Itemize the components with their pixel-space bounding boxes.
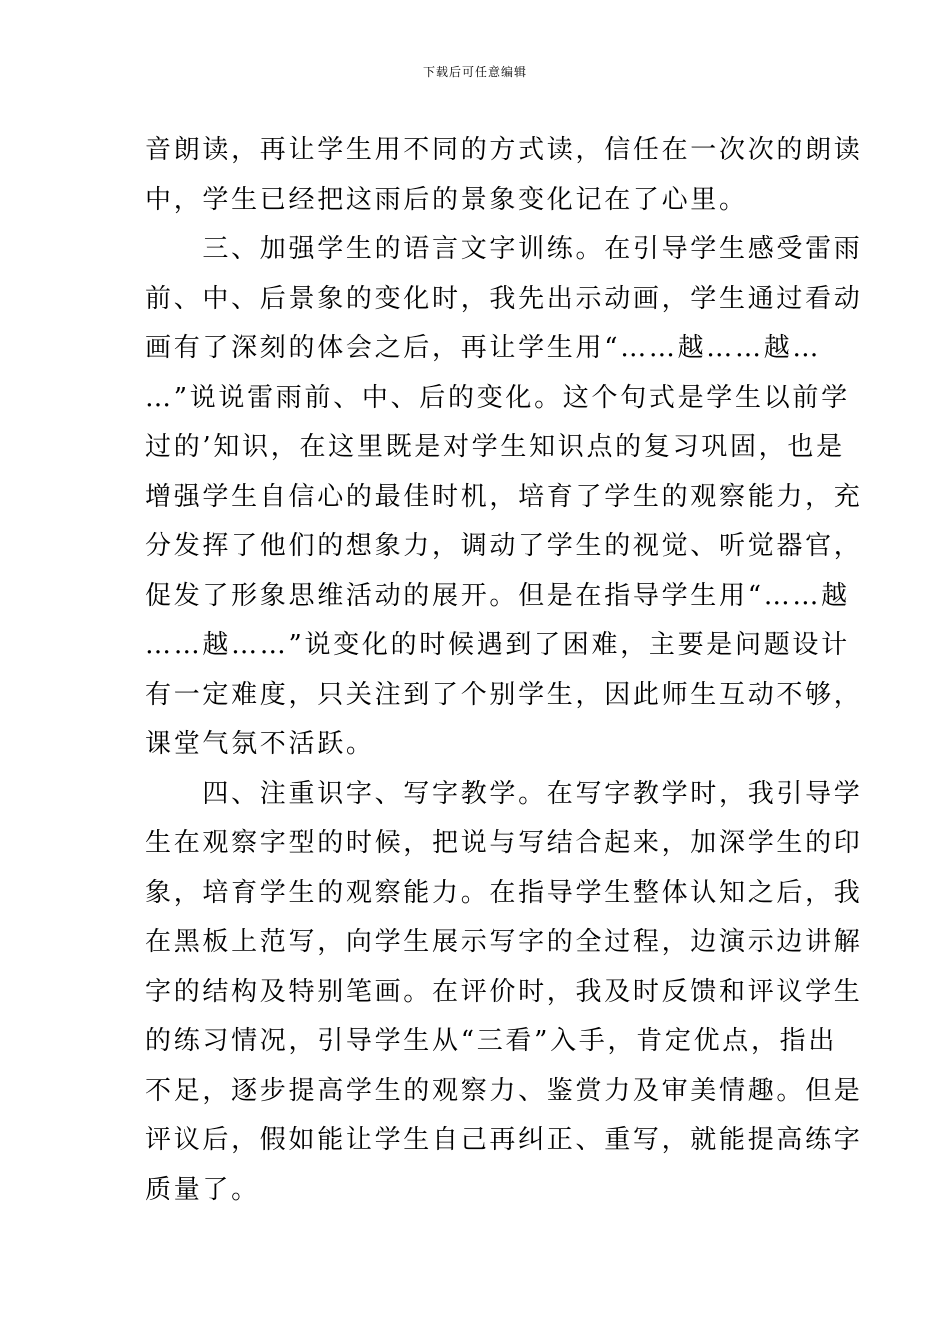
text-line: 过的’知识，在这里既是对学生知识点的复习巩固，也是 <box>145 432 845 462</box>
text-line: 前、中、后景象的变化时，我先出示动画，学生通过看动 <box>145 283 863 314</box>
text-line: 三、加强学生的语言文字训练。在引导学生感受雷雨 <box>145 234 863 264</box>
page-header: 下载后可任意编辑 <box>422 65 527 79</box>
text-line: 评议后，假如能让学生自己再纠正、重写，就能提高练字 <box>145 1125 863 1155</box>
text-line: ……越……”说变化的时候遇到了困难，主要是问题设计 <box>145 630 850 660</box>
document-body <box>145 126 863 1215</box>
text-line: 的练习情况，引导学生从“三看”入手，肯定优点，指出 <box>145 1026 838 1056</box>
text-line: 分发挥了他们的想象力，调动了学生的视觉、听觉器官， <box>145 531 863 561</box>
text-line: 不足，逐步提高学生的观察力、鉴赏力及审美情趣。但是 <box>145 1075 863 1106</box>
text-line: 字的结构及特别笔画。在评价时，我及时反馈和评议学生 <box>145 976 863 1007</box>
text-line: 促发了形象思维活动的展开。但是在指导学生用“……越 <box>145 580 850 611</box>
text-line: 生在观察字型的时候，把说与写结合起来，加深学生的印 <box>145 828 863 858</box>
text-line: 四、注重识字、写字教学。在写字教学时，我引导学 <box>145 778 863 809</box>
text-line: 中，学生已经把这雨后的景象变化记在了心里。 <box>145 184 748 215</box>
text-line: 音朗读，再让学生用不同的方式读，信任在一次次的朗读 <box>145 135 863 165</box>
text-line: 质量了。 <box>145 1174 260 1205</box>
text-line: 有一定难度，只关注到了个别学生，因此师生互动不够， <box>145 679 863 710</box>
text-line: 在黑板上范写，向学生展示写字的全过程，边演示边讲解 <box>145 927 863 957</box>
text-line: 课堂气氛不活跃。 <box>145 729 375 759</box>
text-line: 象，培育学生的观察能力。在指导学生整体认知之后，我 <box>145 877 863 908</box>
text-line: 画有了深刻的体会之后，再让学生用“……越……越… <box>145 333 822 363</box>
text-line: …”说说雷雨前、中、后的变化。这个句式是学生以前学 <box>145 382 850 413</box>
text-line: 增强学生自信心的最佳时机，培育了学生的观察能力，充 <box>145 481 863 512</box>
